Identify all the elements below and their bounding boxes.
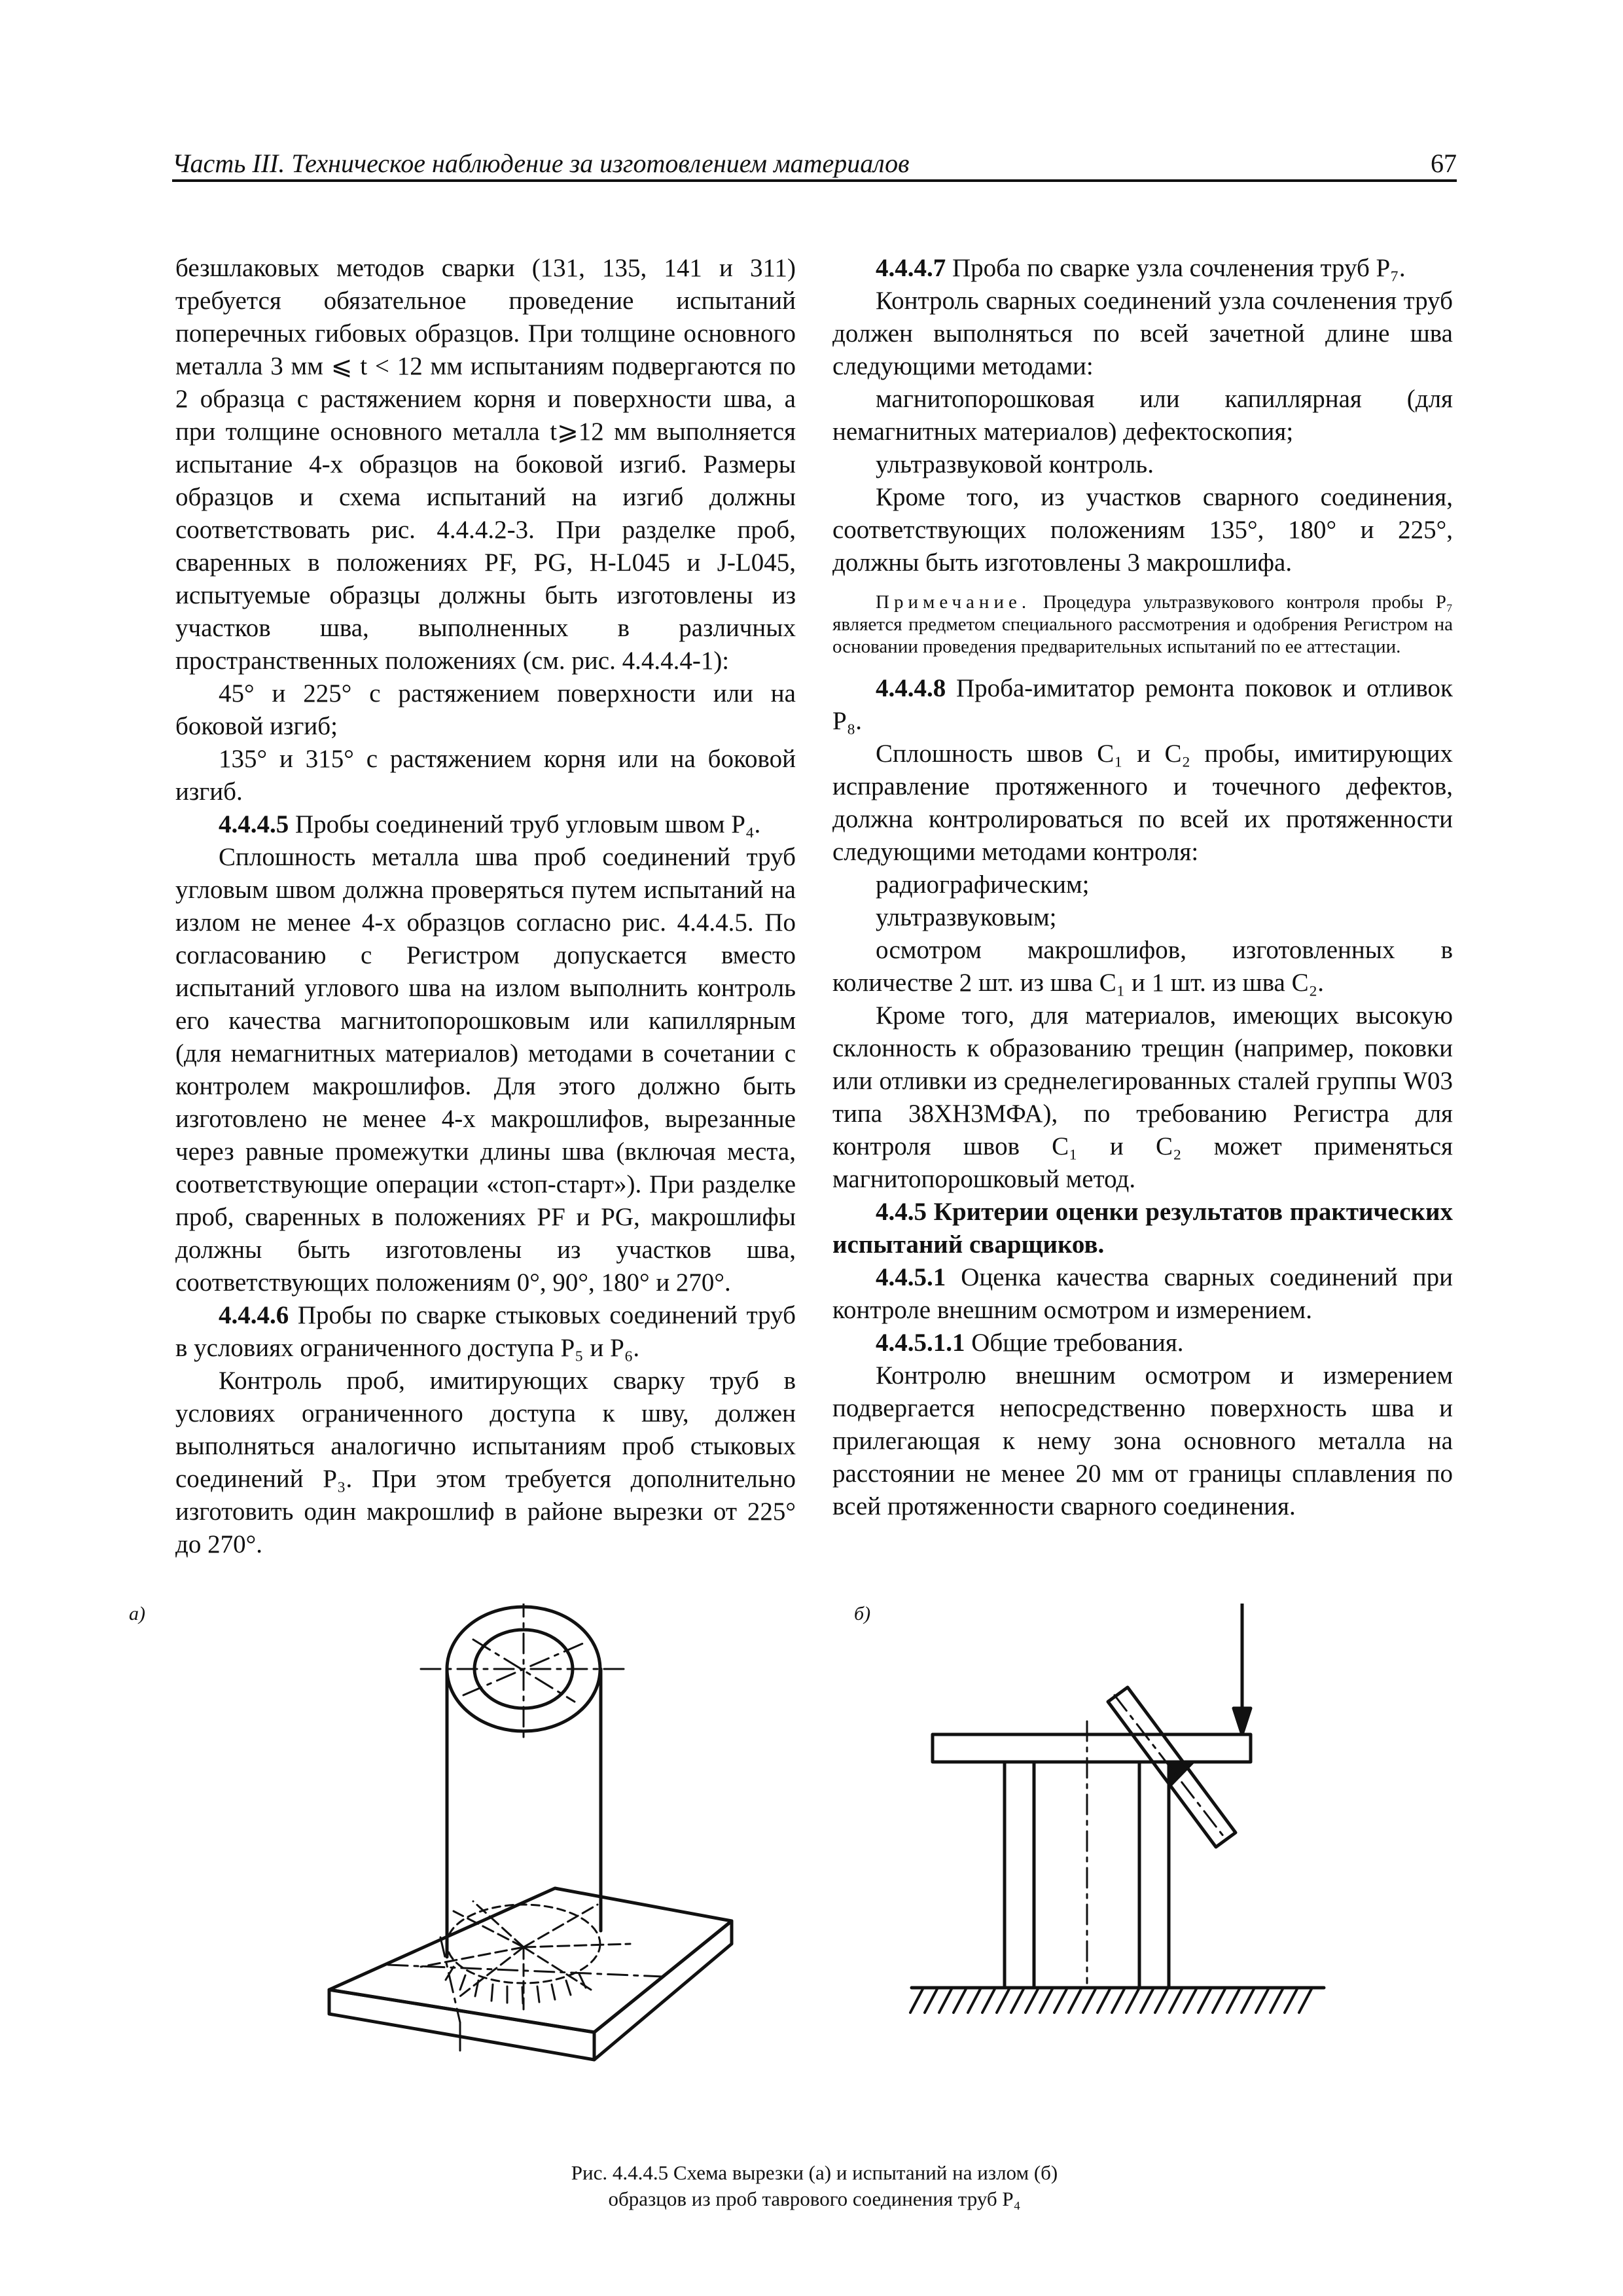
radial-cut-lines bbox=[421, 1901, 630, 2009]
hatch bbox=[1011, 1988, 1024, 2013]
drawing-b-fracture-test bbox=[910, 1604, 1324, 2013]
paragraph: Кроме того, для материалов, имеющих высокую склонность к образованию трещин (например, поковки или отливки из среднелегированных сталей группы W03 типа 38ХН3МФА), по требованию Регистра для контроля швов C₁ и C₂ может применяться магнитопорошковый метод. bbox=[832, 1001, 1453, 1193]
figure-caption bbox=[172, 2160, 1457, 2212]
radial-line bbox=[524, 1905, 597, 1947]
paragraph: 45° и 225° с растяжением поверхности или на боковой изгиб; bbox=[175, 679, 796, 740]
hatch bbox=[1256, 1988, 1269, 2013]
radial-line bbox=[524, 1944, 630, 1947]
radial-line bbox=[473, 1901, 524, 1947]
ground-hatching bbox=[910, 1988, 1312, 2013]
section-number: 4.4.4.7 bbox=[876, 254, 946, 282]
section-number: 4.4.5.1 bbox=[876, 1263, 946, 1291]
paragraph: ультразвуковым; bbox=[876, 903, 1057, 931]
plate-top-face bbox=[329, 1888, 732, 2032]
right-column bbox=[832, 252, 1453, 1523]
hatch bbox=[1112, 1988, 1125, 2013]
hatch bbox=[1040, 1988, 1053, 2013]
hatch bbox=[1299, 1988, 1312, 2013]
section-heading bbox=[832, 1261, 1453, 1327]
left-column bbox=[175, 252, 796, 1561]
hatch bbox=[982, 1988, 995, 2013]
paragraph: Контроль проб, имитирующих сварку труб в условиях ограниченного доступа к шву, должен выполняться аналогично испытаниям проб стыковых соединений P₃. При этом требуется дополнительно изготовить один макрошлиф в районе вырезки от 225° до 270°. bbox=[175, 1367, 796, 1558]
hatch bbox=[1227, 1988, 1240, 2013]
force-arrow-head bbox=[1234, 1708, 1251, 1734]
pipe-wall-right bbox=[1139, 1762, 1169, 1988]
paragraph: безшлаковых методов сварки (131, 135, 141 и 311) требуется обязательное проведение испытаний поперечных гибовых образцов. При толщине основного металла 3 мм ⩽ t < 12 мм испытаниям подвергаются по 2 образца с растяжением корня и поверхности шва, а при толщине основного металла t⩾12 мм выполняется испытание 4-х образцов на боковой изгиб. Размеры образцов и схема испытаний на изгиб должны соответствовать рис. 4.4.4.2-3. При разделке проб, сваренных в положениях PF, PG, H-L045 и J-L045, испытуемые образцы должны быть изготовлены из участков шва, выполненных в различных пространственных положениях (см. рис. 4.4.4.4-1): bbox=[175, 254, 796, 675]
section-title-bold: 4.4.5 Критерии оценки результатов практических испытаний сварщиков. bbox=[832, 1198, 1453, 1259]
paragraph: Сплошность металла шва проб соединений труб угловым швом должна проверяться путем испытаний на излом не менее 4-х образцов согласно рис. 4.4.4.5. По согласованию с Регистром допускается вместо испытаний углового шва на излом выполнить контроль его качества магнитопорошковым или капиллярным (для немагнитных материалов) методами в сочетании с контролем макрошлифов. Для этого должно быть изготовлено не менее 4-х макрошлифов, вырезанные через равные промежутки длины шва (включая места, соответствующие операции «стоп-старт»). При разделке проб, сваренных в положениях PF и PG, макрошлифы должны быть изготовлены из участков шва, соответствующих положениям 0°, 90°, 180° и 270°. bbox=[175, 843, 796, 1297]
figure-4-4-4-5 bbox=[172, 1604, 1457, 2193]
section-title: Оценка качества сварных соединений при контроле внешним осмотром и измерением. bbox=[832, 1263, 1453, 1324]
section-title: Проба-имитатор ремонта поковок и отливок P₈. bbox=[832, 674, 1453, 735]
section-number: 4.4.5.1.1 bbox=[876, 1329, 965, 1357]
paragraph: ультразвуковой контроль. bbox=[876, 450, 1154, 478]
section-title: Пробы по сварке стыковых соединений труб в условиях ограниченного доступа P₅ и P₆. bbox=[175, 1301, 796, 1362]
hatch bbox=[1213, 1988, 1226, 2013]
caption-line-2: образцов из проб таврового соединения труб P₄ bbox=[608, 2187, 1021, 2210]
section-number: 4.4.4.6 bbox=[219, 1301, 289, 1329]
hatch bbox=[1184, 1988, 1197, 2013]
hatch bbox=[968, 1988, 981, 2013]
paragraph: Сплошность швов C₁ и C₂ пробы, имитирующих исправление протяженного и точечного дефектов, должна контролироваться по всей их протяженности следующими методами контроля: bbox=[832, 740, 1453, 866]
section-heading bbox=[175, 808, 796, 841]
section-title: Проба по сварке узла сочленения труб P₇. bbox=[946, 254, 1406, 282]
section-number: 4.4.4.5 bbox=[219, 810, 289, 838]
header-title: Часть III. Техническое наблюдение за изготовлением материалов bbox=[172, 149, 910, 178]
pipe-wall-left bbox=[1005, 1762, 1034, 1988]
paragraph: Контроль сварных соединений узла сочленения труб должен выполняться по всей зачетной длине шва следующими методами: bbox=[832, 287, 1453, 380]
section-heading bbox=[832, 252, 1453, 285]
paragraph: Кроме того, из участков сварного соединения, соответствующих положениям 135°, 180° и 225°, должны быть изготовлены 3 макрошлифа. bbox=[832, 483, 1453, 577]
section-title: Общие требования. bbox=[965, 1329, 1184, 1357]
hatch bbox=[939, 1988, 952, 2013]
hatch bbox=[1126, 1988, 1139, 2013]
hatch bbox=[910, 1988, 923, 2013]
caption-line-1: Рис. 4.4.4.5 Схема вырезки (а) и испытаний на излом (б) bbox=[571, 2161, 1058, 2184]
hatch bbox=[1026, 1988, 1039, 2013]
section-heading-bold bbox=[832, 1196, 1453, 1261]
hatch bbox=[1141, 1988, 1154, 2013]
paragraph: Контролю внешним осмотром и измерением подвергается непосредственно поверхность шва и прилегающая к нему зона основного металла на расстоянии не менее 20 мм от границы сплавления по всей протяженности сварного соединения. bbox=[832, 1361, 1453, 1520]
paragraph: осмотром макрошлифов, изготовленных в количестве 2 шт. из шва C₁ и 1 шт. из шва C₂. bbox=[832, 936, 1453, 997]
running-header bbox=[172, 145, 1457, 182]
hatch bbox=[1155, 1988, 1168, 2013]
section-number: 4.4.4.8 bbox=[876, 674, 946, 702]
section-heading bbox=[175, 1299, 796, 1365]
hatch bbox=[1169, 1988, 1183, 2013]
figure-drawing bbox=[172, 1604, 1457, 2193]
hatch bbox=[1285, 1988, 1298, 2013]
hatch bbox=[1270, 1988, 1283, 2013]
hatch bbox=[954, 1988, 967, 2013]
hatch bbox=[1198, 1988, 1211, 2013]
note-label: Примечание. bbox=[876, 592, 1031, 613]
flange-plate bbox=[933, 1734, 1251, 1762]
hatch bbox=[1241, 1988, 1255, 2013]
hatch bbox=[1083, 1988, 1096, 2013]
note-text: Процедура ультразвукового контроля пробы P₇ является предметом специального рассмотрения и одобрения Регистром на основании проведения предварительных испытаний по ее аттестации. bbox=[832, 592, 1453, 657]
paragraph: магнитопорошковая или капиллярная (для немагнитных материалов) дефектоскопия; bbox=[832, 385, 1453, 446]
plate-right-edge bbox=[594, 1921, 732, 2060]
weld-tick bbox=[552, 1984, 555, 2000]
weld-tick bbox=[579, 1974, 586, 1988]
plate-centerline-1 bbox=[388, 1965, 663, 1977]
figure-label-b: б) bbox=[854, 1603, 871, 1624]
figure-label-a: а) bbox=[129, 1603, 145, 1624]
weld-tick bbox=[491, 1984, 493, 2001]
weld-fillet bbox=[1169, 1762, 1193, 1787]
weld-tick bbox=[522, 1987, 523, 2003]
note bbox=[832, 591, 1453, 658]
section-heading bbox=[832, 672, 1453, 738]
paragraph: 135° и 315° с растяжением корня или на боковой изгиб. bbox=[175, 745, 796, 806]
weld-tick bbox=[537, 1986, 539, 2002]
paragraph: радиографическим; bbox=[876, 870, 1090, 899]
hatch bbox=[1097, 1988, 1111, 2013]
section-title: Пробы соединений труб угловым швом P₄. bbox=[289, 810, 761, 838]
hatch bbox=[1054, 1988, 1067, 2013]
hatch bbox=[925, 1988, 938, 2013]
hatch bbox=[1069, 1988, 1082, 2013]
weld-tick bbox=[566, 1981, 571, 1995]
weld-tick bbox=[460, 1975, 465, 1990]
radial-line bbox=[421, 1947, 524, 1967]
drawing-a-pipe-on-plate bbox=[329, 1604, 732, 2060]
section-heading bbox=[832, 1327, 1453, 1359]
page-number: 67 bbox=[1431, 149, 1457, 178]
hatch bbox=[997, 1988, 1010, 2013]
